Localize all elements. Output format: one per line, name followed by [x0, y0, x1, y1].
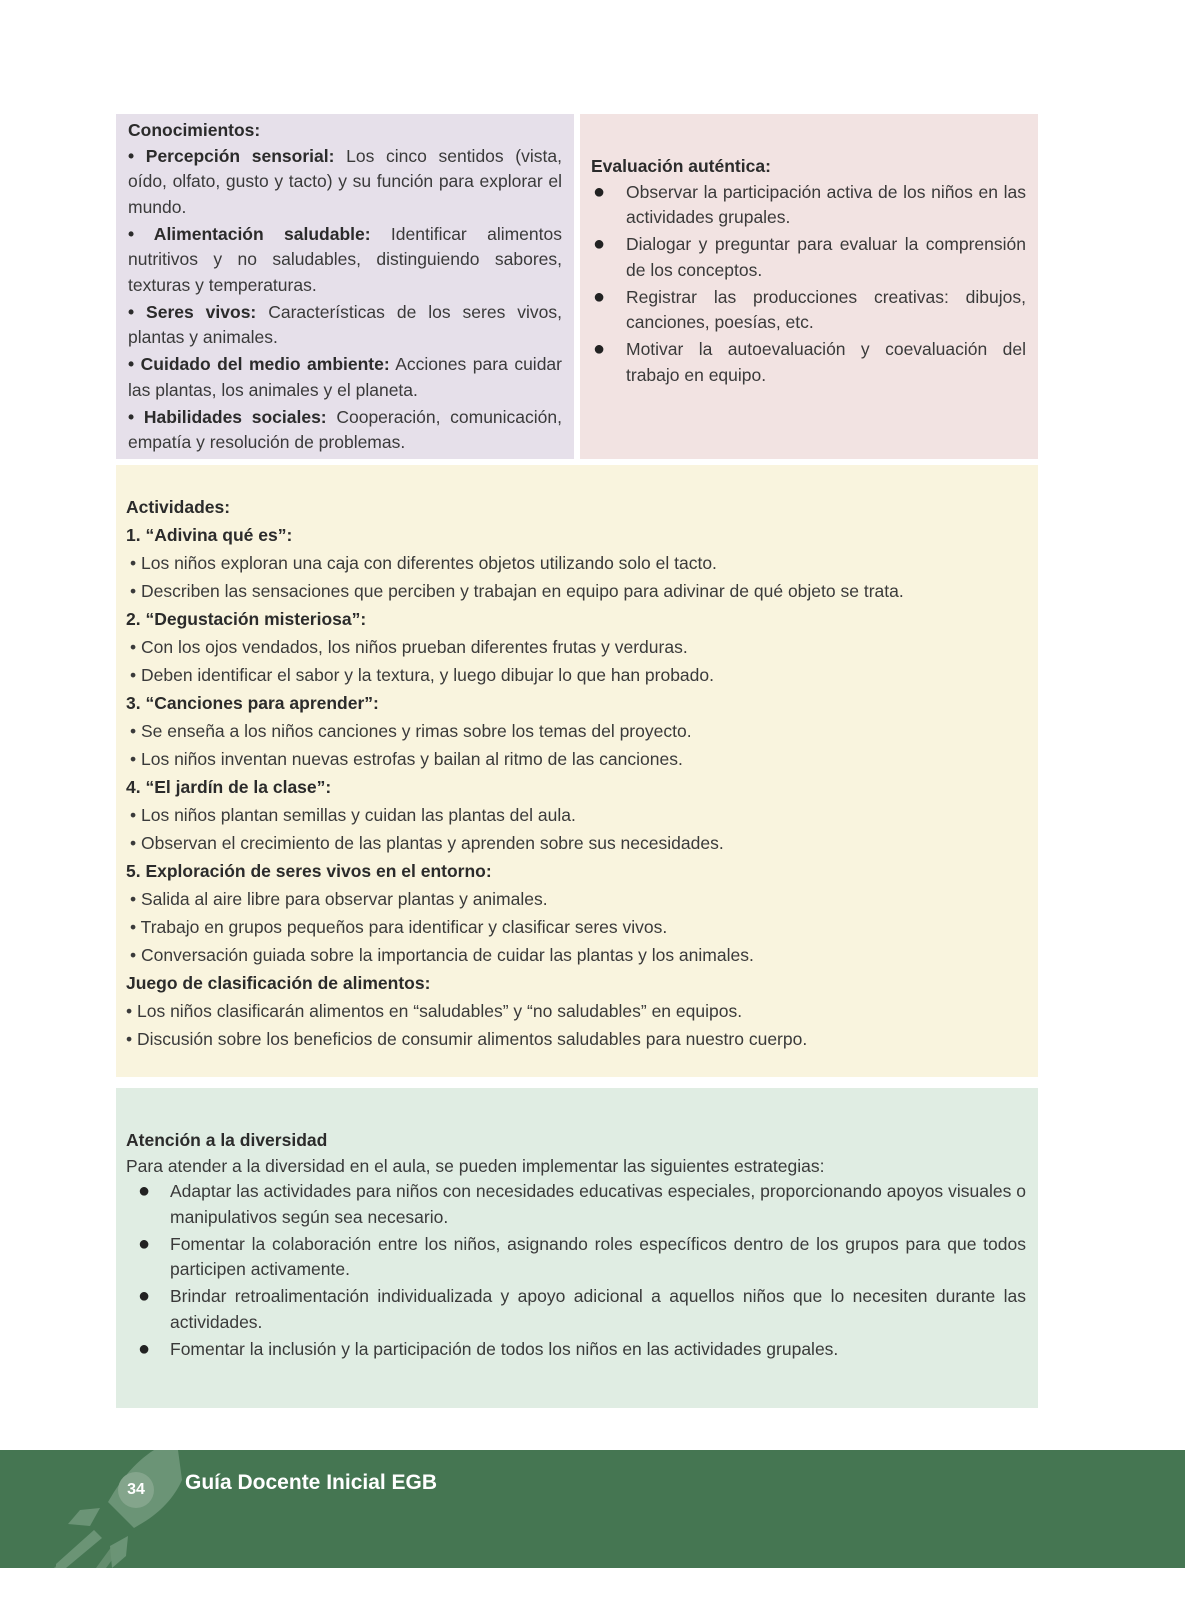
bullet-icon: ● [138, 1337, 151, 1360]
conocimientos-item-text: Identificar alimentos nutritivos y no saludables, distinguiendo sabores, texturas y temperaturas. [128, 223, 562, 295]
conocimientos-item-label: • Alimentación saludable: [128, 223, 371, 244]
actividades-box [116, 465, 1038, 1077]
conocimientos-item-text: Acciones para cuidar las plantas, los animales y el planeta. [128, 354, 562, 400]
diversidad-item [126, 1179, 1026, 1230]
bullet-icon: ● [593, 338, 606, 360]
evaluacion-item [591, 285, 1026, 336]
conocimientos-item [128, 222, 562, 299]
bullet-icon: ● [138, 1232, 151, 1255]
actividad-item: • Deben identificar el sabor y la textura, y luego dibujar lo que han probado. [130, 665, 714, 685]
actividad-item: • Trabajo en grupos pequeños para identificar y clasificar seres vivos. [130, 917, 668, 937]
conocimientos-item [128, 352, 562, 403]
actividad-item: • Observan el crecimiento de las plantas y aprenden sobre sus necesidades. [130, 833, 724, 853]
evaluacion-item [591, 337, 1026, 388]
evaluacion-list [591, 180, 1026, 389]
bullet-icon: ● [138, 1180, 151, 1202]
bullet-icon: ● [593, 233, 606, 255]
evaluacion-item-text: Motivar la autoevaluación y coevaluación del trabajo en equipo. [626, 339, 1026, 385]
rocket-icon [50, 1450, 190, 1568]
evaluacion-item [591, 180, 1026, 231]
actividad-heading: 5. Exploración de seres vivos en el entorno: [126, 861, 492, 881]
bullet-icon: ● [593, 180, 606, 203]
conocimientos-item-text: Características de los seres vivos, plantas y animales. [128, 301, 562, 347]
actividad-item: • Los niños inventan nuevas estrofas y bailan al ritmo de las canciones. [130, 749, 683, 769]
actividad-heading: 4. “El jardín de la clase”: [126, 777, 332, 797]
page-footer [0, 1450, 1185, 1568]
diversidad-item [126, 1337, 1026, 1363]
conocimientos-item [128, 144, 562, 221]
diversidad-item [126, 1232, 1026, 1283]
actividad-item: • Conversación guiada sobre la importancia de cuidar las plantas y los animales. [130, 945, 754, 965]
actividad-item: • Los niños plantan semillas y cuidan las plantas del aula. [130, 805, 576, 825]
diversidad-list [126, 1179, 1026, 1362]
bullet-icon: ● [138, 1285, 151, 1307]
conocimientos-item-label: • Habilidades sociales: [128, 406, 327, 427]
evaluacion-box [580, 114, 1038, 459]
evaluacion-item-text: Observar la participación activa de los niños en las actividades grupales. [626, 181, 1026, 227]
actividad-heading: Juego de clasificación de alimentos: [126, 973, 431, 993]
evaluacion-item-text: Registrar las producciones creativas: dibujos, canciones, poesías, etc. [626, 286, 1026, 332]
actividades-title: Actividades: [126, 497, 231, 517]
diversidad-item-text: Fomentar la colaboración entre los niños, asignando roles específicos dentro de los grupos para que todos participen activamente. [170, 1233, 1026, 1279]
conocimientos-item-label: • Cuidado del medio ambiente: [128, 354, 390, 374]
diversidad-box [116, 1088, 1038, 1408]
actividad-heading: 1. “Adivina qué es”: [126, 525, 293, 545]
actividad-item: • Describen las sensaciones que perciben y trabajan en equipo para adivinar de qué objeto se trata. [130, 581, 904, 601]
diversidad-item-text: Brindar retroalimentación individualizada y apoyo adicional a aquellos niños que lo necesiten durante las actividades. [170, 1286, 1026, 1332]
actividad-item: • Salida al aire libre para observar plantas y animales. [130, 889, 548, 909]
diversidad-title: Atención a la diversidad [126, 1130, 328, 1150]
diversidad-item-text: Adaptar las actividades para niños con necesidades educativas especiales, proporcionando apoyos visuales o manipulativos según sea necesario. [170, 1181, 1026, 1227]
conocimientos-item [128, 405, 562, 456]
actividad-item: • Los niños exploran una caja con diferentes objetos utilizando solo el tacto. [130, 553, 717, 573]
conocimientos-list [128, 144, 562, 456]
diversidad-item-text: Fomentar la inclusión y la participación de todos los niños en las actividades grupales. [170, 1338, 839, 1359]
diversidad-intro: Para atender a la diversidad en el aula, se pueden implementar las siguientes estrategias: [126, 1155, 825, 1176]
actividad-item: • Se enseña a los niños canciones y rimas sobre los temas del proyecto. [130, 721, 692, 741]
conocimientos-item-text: Los cinco sentidos (vista, oído, olfato, gusto y tacto) y su función para explorar el mundo. [128, 145, 562, 217]
conocimientos-title: Conocimientos: [128, 120, 261, 140]
conocimientos-item-label: • Percepción sensorial: [128, 145, 335, 166]
diversidad-item [126, 1284, 1026, 1335]
conocimientos-item-text: Cooperación, comunicación, empatía y resolución de problemas. [128, 406, 562, 452]
footer-title: Guía Docente Inicial EGB [185, 1471, 438, 1494]
conocimientos-item-label: • Seres vivos: [128, 301, 257, 322]
bullet-icon: ● [593, 285, 606, 308]
evaluacion-item-text: Dialogar y preguntar para evaluar la comprensión de los conceptos. [626, 234, 1026, 280]
evaluacion-title: Evaluación auténtica: [591, 156, 771, 176]
page-number: 34 [118, 1472, 154, 1508]
actividad-item: • Discusión sobre los beneficios de consumir alimentos saludables para nuestro cuerpo. [126, 1029, 808, 1049]
conocimientos-item [128, 300, 562, 351]
actividad-item: • Con los ojos vendados, los niños prueban diferentes frutas y verduras. [130, 637, 688, 657]
actividad-heading: 2. “Degustación misteriosa”: [126, 609, 367, 629]
conocimientos-box [116, 114, 574, 459]
actividad-item: • Los niños clasificarán alimentos en “saludables” y “no saludables” en equipos. [126, 1001, 743, 1021]
actividad-heading: 3. “Canciones para aprender”: [126, 693, 379, 713]
evaluacion-item [591, 232, 1026, 283]
